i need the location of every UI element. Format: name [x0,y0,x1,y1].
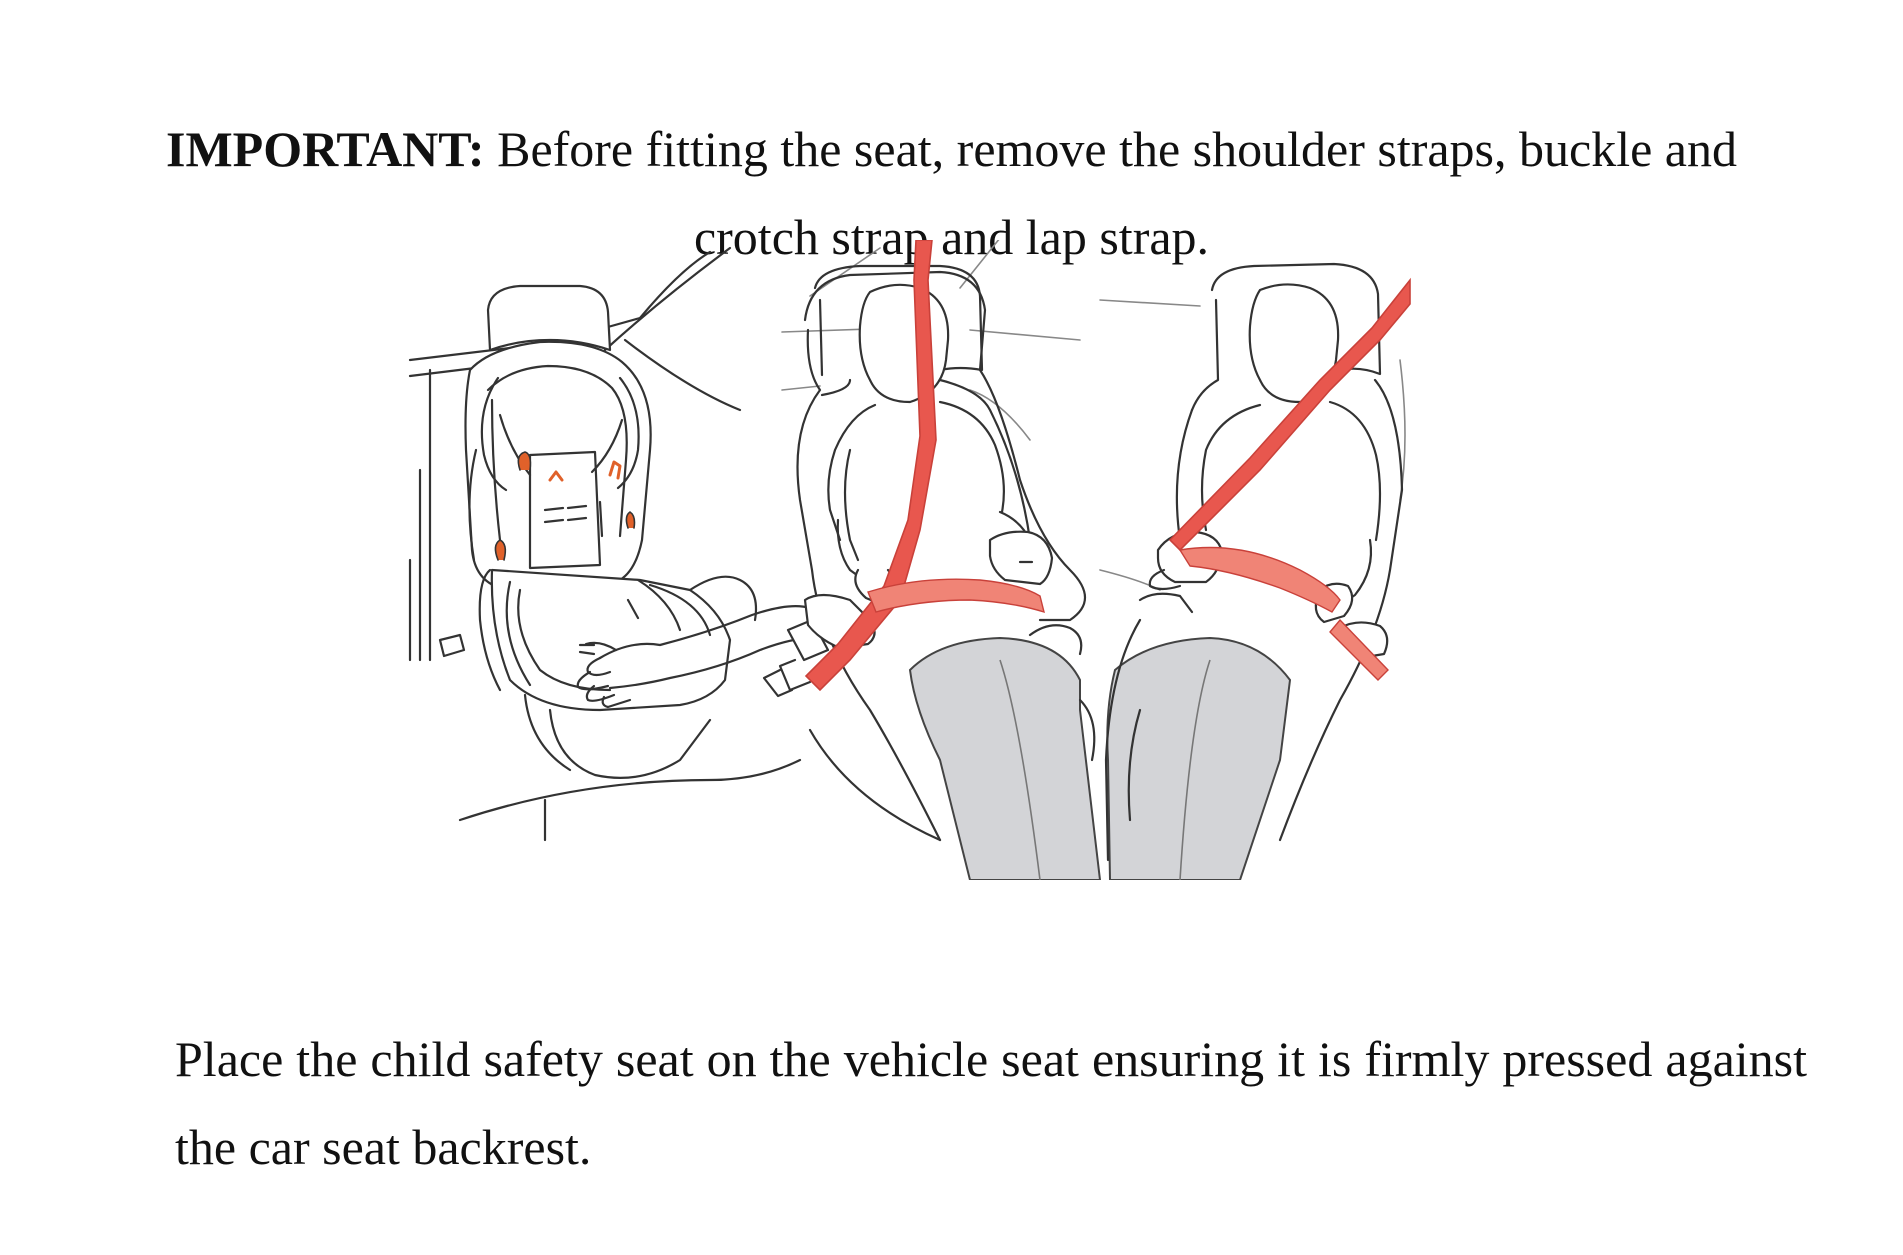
illustration-panel [380,240,1710,880]
belt-routing-illustration-right [1100,264,1410,880]
important-text: Before fitting the seat, remove the shoulder straps, buckle and crotch strap and lap strap. [497,121,1737,265]
belt-routing-illustration-left [764,240,1100,880]
seat-without-harness-illustration [410,248,812,840]
important-label: IMPORTANT: [166,121,485,177]
placement-instruction: Place the child safety seat on the vehicle seat ensuring it is firmly pressed against the car seat backrest. [175,1031,1807,1175]
installation-illustrations [380,240,1710,880]
